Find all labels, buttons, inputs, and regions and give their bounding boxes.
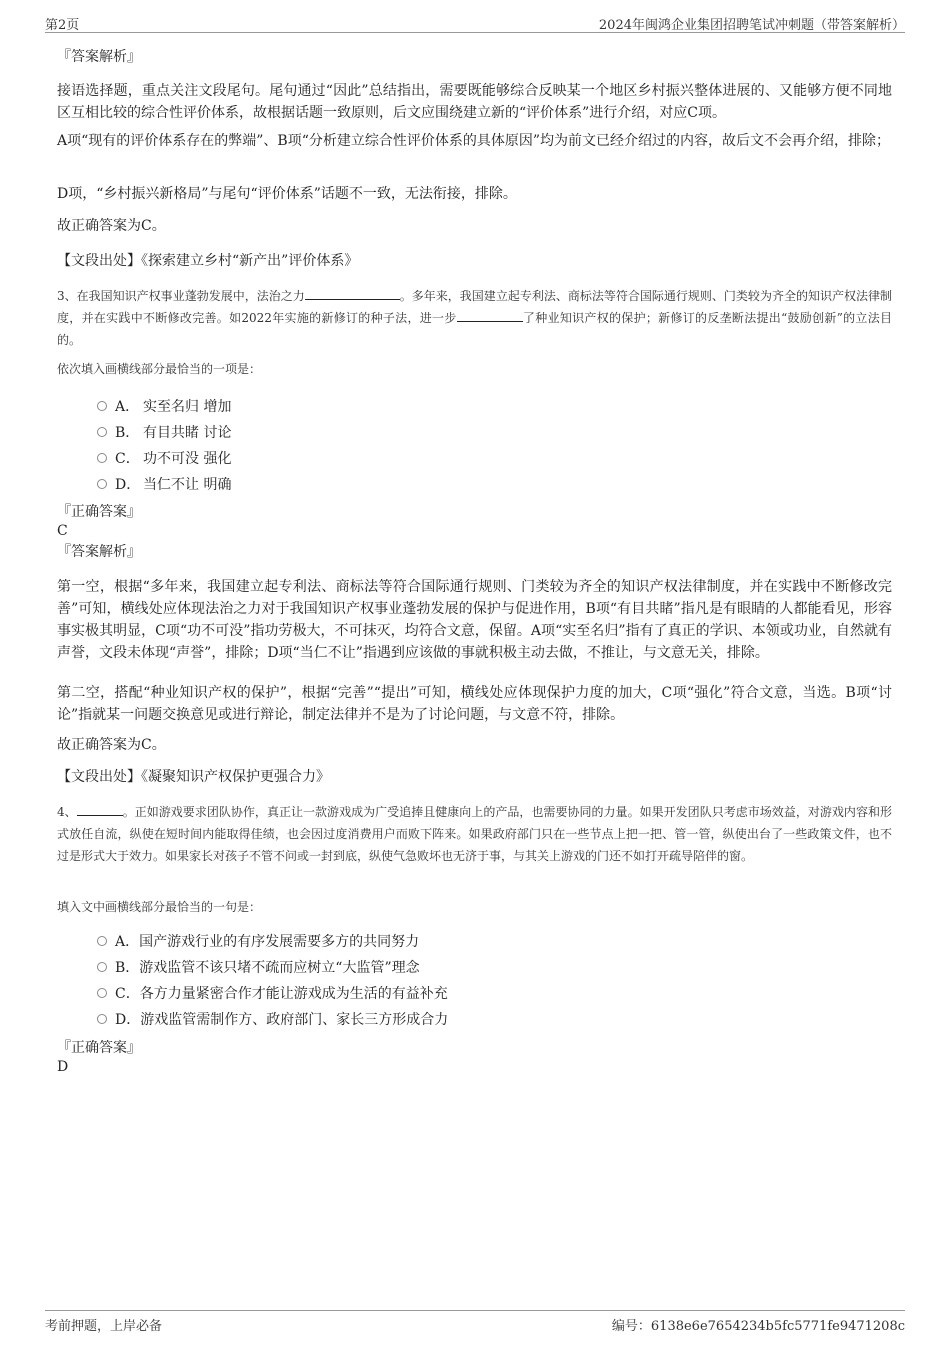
document-code-value: 6138e6e7654234b5fc5771fe9471208c xyxy=(650,1319,905,1334)
q4-stem-part-a: 4、 xyxy=(57,805,77,819)
q4-stem-part-b: 。正如游戏要求团队协作，真正让一款游戏成为广受追捧且健康向上的产品，也需要协同的力量。如果开发团队只考虑市场效益，对游戏内容和形式放任自流，纵使在短时间内能取得佳绩，也会因过度消费用户而败下阵来。如果政府部门只在一些节点上把一把、管一管，纵使出台了一些政策文件，也不过是形式大于效力。如果家长对孩子不管不问或一封到底，纵使气急败坏也无济于事，与其关上游戏的门还不如打开疏导陪伴的窗。 xyxy=(57,805,892,863)
document-code-label: 编号： xyxy=(611,1319,651,1334)
q3-stem-part-c: 了种业知识产权的保护；新修订的反垄断法提出“鼓励创新”的立法目的。 xyxy=(57,311,892,347)
q2-source: 【文段出处】《探索建立乡村“新产出”评价体系》 xyxy=(57,253,359,269)
page-number: 第2页 xyxy=(45,18,80,33)
radio-icon[interactable] xyxy=(97,988,107,998)
radio-icon[interactable] xyxy=(97,936,107,946)
q4-answer-label: 『正确答案』 xyxy=(57,1040,141,1056)
q3-analysis-p1: 第一空，根据“多年来，我国建立起专利法、商标法等符合国际通行规则、门类较为齐全的知识产权法律制度，并在实践中不断修改完善”可知，横线处应体现法治之力对于我国知识产权事业蓬勃发展的保护与促进作用，B项“有目共睹”指凡是有眼睛的人都能看见，形容事实极其明显，C项“功不可没”指功劳极大，不可抹灭，均符合文意，保留。A项“实至名归”指有了真正的学识、本领或功业，自然就有声誉，文段未体现“声誉”，排除；D项“当仁不让”指遇到应该做的事就积极主动去做，不推让，与文意无关，排除。 xyxy=(57,579,892,661)
q4-answer: D xyxy=(57,1059,69,1075)
q4-option-b[interactable]: B．游戏监管不该只堵不疏而应树立“大监管”理念 xyxy=(97,957,420,979)
q3-stem-part-a: 3、在我国知识产权事业蓬勃发展中，法治之力 xyxy=(57,289,305,303)
q2-analysis-label: 『答案解析』 xyxy=(57,49,141,65)
q4-option-d[interactable]: D．游戏监管需制作方、政府部门、家长三方形成合力 xyxy=(97,1009,448,1031)
q3-blank-1 xyxy=(305,285,400,300)
q4-blank xyxy=(77,801,123,816)
q3-conclusion: 故正确答案为C。 xyxy=(57,737,166,753)
radio-icon[interactable] xyxy=(97,453,107,463)
q3-option-d[interactable]: D． 当仁不让 明确 xyxy=(97,474,231,496)
page-header xyxy=(45,14,905,33)
q3-blank-2 xyxy=(457,307,523,322)
q3-stem-part-b: 。多年来，我国建立起专利法、商标法等符合国际通行规则、门类较为齐全的知识产权法律制度，并在实践中不断修改完善。如2022年实施的新修订的种子法，进一步 xyxy=(57,289,892,325)
q3-answer: C xyxy=(57,523,68,539)
q3-analysis-p2: 第二空，搭配“种业知识产权的保护”，根据“完善”“提出”可知，横线处应体现保护力度的加大，C项“强化”符合文意，当选。B项“讨论”指就某一问题交换意见或进行辩论，制定法律并不是为了讨论问题，与文意不符，排除。 xyxy=(57,685,892,723)
q4-option-a[interactable]: A．国产游戏行业的有序发展需要多方的共同努力 xyxy=(97,931,419,953)
q3-prompt: 依次填入画横线部分最恰当的一项是： xyxy=(57,362,262,376)
radio-icon[interactable] xyxy=(97,962,107,972)
page-footer xyxy=(45,1310,905,1335)
q3-analysis-label: 『答案解析』 xyxy=(57,544,141,560)
footer-slogan: 考前押题，上岸必备 xyxy=(45,1319,163,1334)
radio-icon[interactable] xyxy=(97,1014,107,1024)
radio-icon[interactable] xyxy=(97,479,107,489)
q3-answer-label: 『正确答案』 xyxy=(57,504,141,520)
q4-option-c[interactable]: C．各方力量紧密合作才能让游戏成为生活的有益补充 xyxy=(97,983,448,1005)
document-code xyxy=(612,1315,905,1334)
q3-source: 【文段出处】《凝聚知识产权保护更强合力》 xyxy=(57,769,330,785)
q3-option-c[interactable]: C． 功不可没 强化 xyxy=(97,448,231,470)
q2-analysis-p2: A项“现有的评价体系存在的弊端”、B项“分析建立综合性评价体系的具体原因”均为前文已经介绍过的内容，故后文不会再介绍，排除； xyxy=(57,133,891,149)
q2-conclusion: 故正确答案为C。 xyxy=(57,218,166,234)
document-title: 2024年闽鸿企业集团招聘笔试冲刺题（带答案解析） xyxy=(598,18,905,33)
q3-option-b[interactable]: B． 有目共睹 讨论 xyxy=(97,422,231,444)
q2-analysis-p1: 接语选择题，重点关注文段尾句。尾句通过“因此”总结指出，需要既能够综合反映某一个地区乡村振兴整体进展的、又能够方便不同地区互相比较的综合性评价体系，故根据话题一致原则，后文应围绕建立新的“评价体系”进行介绍，对应C项。 xyxy=(57,83,892,121)
q3-option-a[interactable]: A． 实至名归 增加 xyxy=(97,396,231,418)
radio-icon[interactable] xyxy=(97,401,107,411)
q2-analysis-p3: D项，“乡村振兴新格局”与尾句“评价体系”话题不一致，无法衔接，排除。 xyxy=(57,186,517,202)
q4-prompt: 填入文中画横线部分最恰当的一句是： xyxy=(57,900,262,914)
radio-icon[interactable] xyxy=(97,427,107,437)
q4-stem xyxy=(57,801,892,867)
q3-stem xyxy=(57,285,892,351)
